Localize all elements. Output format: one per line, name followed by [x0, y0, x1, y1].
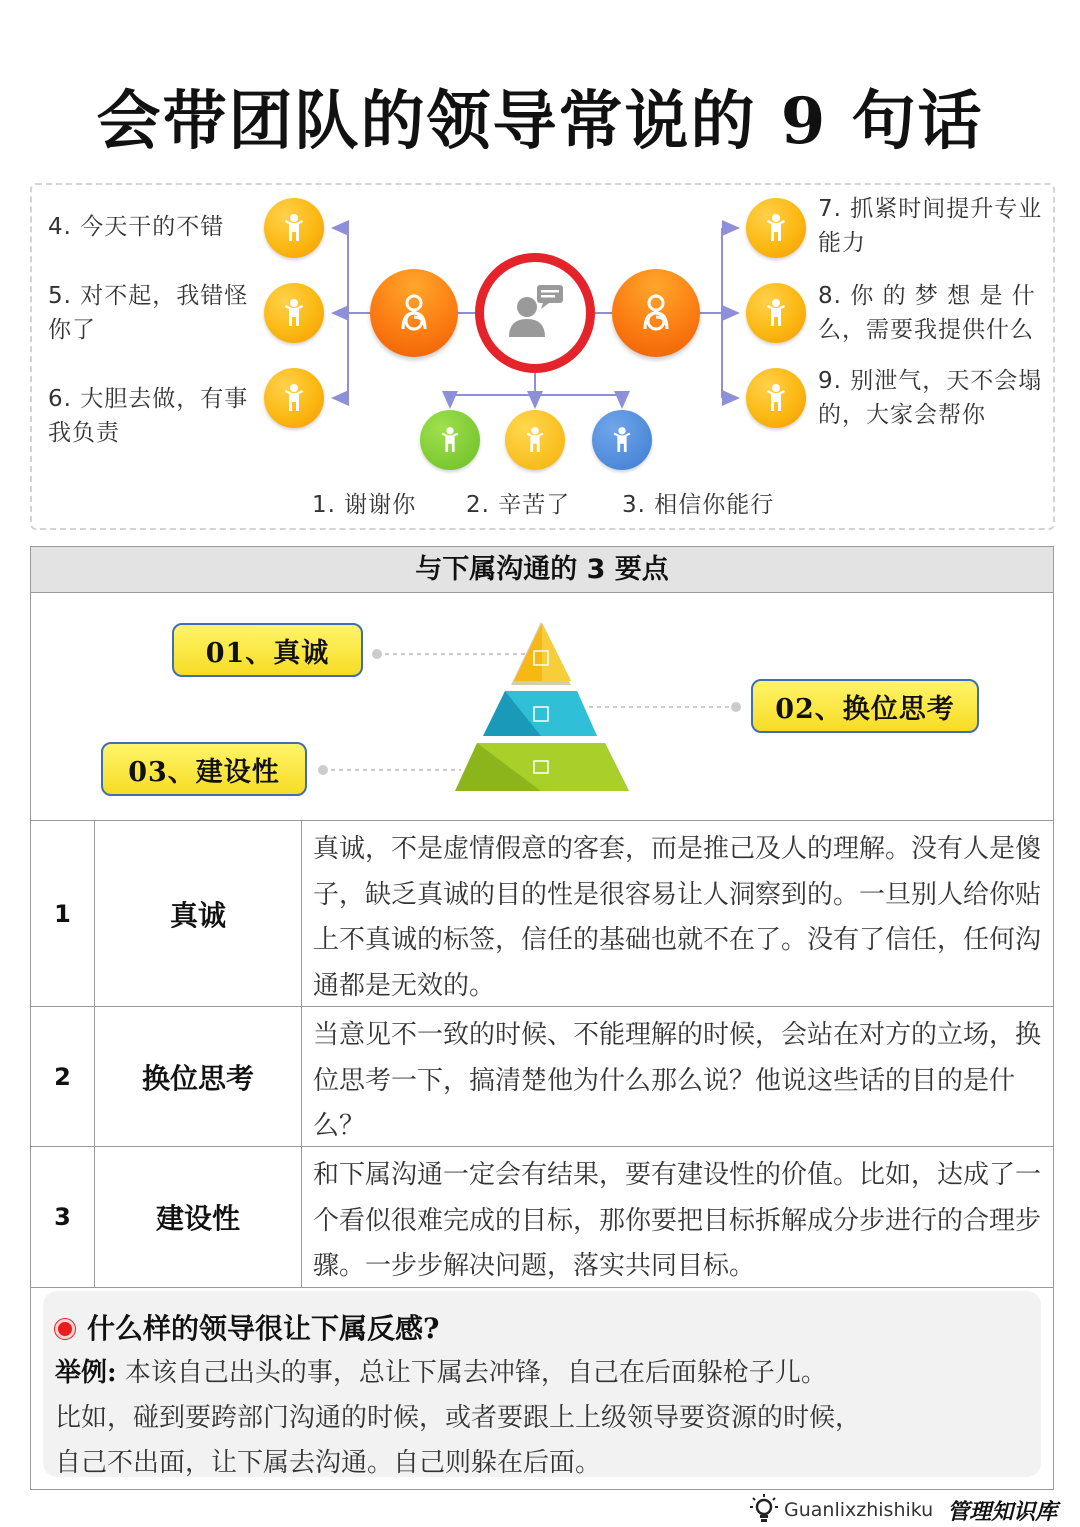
phrase-8: 8. 你 的 梦 想 是 什 么，需要我提供什么: [818, 283, 1036, 343]
row-text: 当意见不一致的时候、不能理解的时候，会站在对方的立场，换位思考一下，搞清楚他为什么那么说？他说这些话的目的是什么？: [313, 1020, 1042, 1141]
person-icon: [592, 410, 652, 470]
footer-logo-text: 管理知识库: [947, 1498, 1058, 1525]
note-title: 什么样的领导很让下属反感?: [87, 1312, 440, 1345]
row-number: 2: [31, 1007, 95, 1146]
table-row: [31, 1007, 1053, 1147]
phrase-4: 4. 今天干的不错: [48, 214, 225, 240]
table-row: [31, 821, 1053, 1007]
page-title: 会带团队的领导常说的 9 句话: [96, 84, 984, 159]
person-icon: [264, 368, 324, 428]
table-header: 与下属沟通的 3 要点: [31, 547, 1053, 593]
group-icon: [370, 269, 458, 357]
phrase-3: 3. 相信你能行: [622, 492, 775, 518]
phrase-5: 5. 对不起，我错怪你了: [48, 283, 249, 343]
group-icon: [612, 269, 700, 357]
phrase-7: 7. 抓紧时间提升专业能力: [818, 196, 1043, 256]
phrase-1: 1. 谢谢你: [312, 492, 417, 518]
label-constructive: 03、建设性: [101, 742, 307, 796]
phrase-2: 2. 辛苦了: [466, 492, 571, 518]
person-icon: [746, 198, 806, 258]
row-key: 真诚: [95, 821, 302, 1006]
phrase-9: 9. 别泄气，天不会塌的，大家会帮你: [818, 368, 1043, 428]
person-icon: [264, 283, 324, 343]
footer: [750, 1493, 1057, 1527]
label-empathy: 02、换位思考: [751, 679, 979, 733]
pyramid-section: [31, 593, 1053, 821]
person-icon: [420, 410, 480, 470]
note-line: 本该自己出头的事，总让下属去冲锋，自己在后面躲枪子儿。: [116, 1358, 827, 1388]
row-key: 换位思考: [95, 1007, 302, 1146]
note-line: 自己不出面，让下属去沟通。自己则躲在后面。: [55, 1448, 602, 1478]
note-line: 比如，碰到要跨部门沟通的时候，或者要跟上上级领导要资源的时候，: [55, 1403, 862, 1433]
bullet-dot-icon: [55, 1319, 75, 1339]
footer-brand: Guanlixzhishiku: [784, 1499, 934, 1521]
note-lead: 举例:: [55, 1358, 117, 1388]
row-text: 真诚，不是虚情假意的客套，而是推己及人的理解。没有人是傻子，缺乏真诚的目的性是很容易让人洞察到的。一旦别人给你贴上不真诚的标签，信任的基础也就不在了。没有了信任，任何沟通都是无效的。: [313, 834, 1042, 1001]
person-icon: [505, 410, 565, 470]
example-note: [43, 1291, 1041, 1477]
table-row: [31, 1147, 1053, 1288]
phrase-6: 6. 大胆去做，有事我负责: [48, 386, 249, 446]
speaker-icon: [475, 253, 595, 373]
communication-table: [30, 546, 1054, 1490]
row-number: 3: [31, 1147, 95, 1287]
person-icon: [746, 283, 806, 343]
label-sincerity: 01、真诚: [172, 623, 363, 677]
lightbulb-icon: [750, 1494, 778, 1526]
row-text: 和下属沟通一定会有结果，要有建设性的价值。比如，达成了一个看似很难完成的目标，那你要把目标拆解成分步进行的合理步骤。一步步解决问题，落实共同目标。: [313, 1160, 1042, 1281]
person-icon: [264, 198, 324, 258]
row-key: 建设性: [95, 1147, 302, 1287]
note-body: [55, 1351, 1035, 1486]
row-number: 1: [31, 821, 95, 1006]
person-icon: [746, 368, 806, 428]
